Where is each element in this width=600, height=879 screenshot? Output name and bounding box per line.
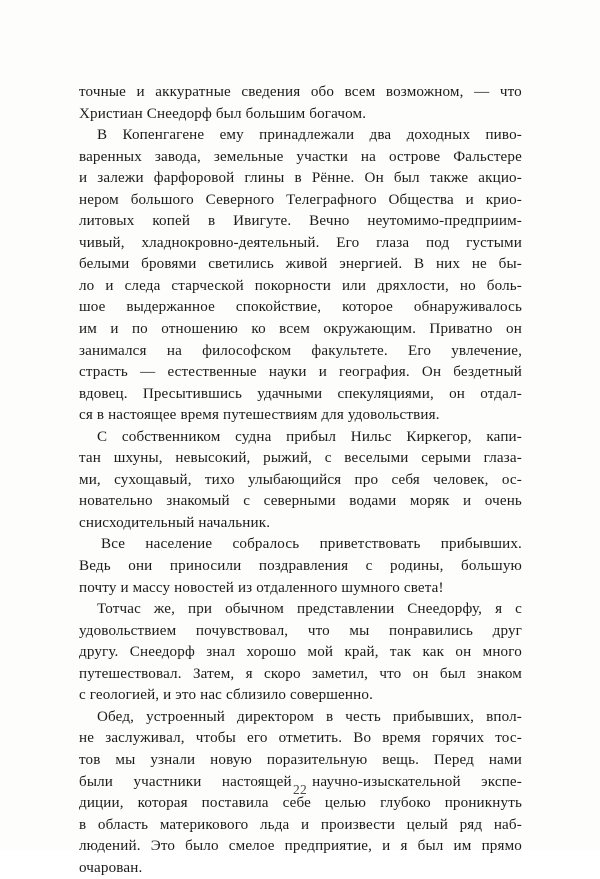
text-line: ся в настоящее время путешествиям для удовольствия. (79, 407, 440, 424)
text-line: очарован. (79, 859, 143, 876)
text-line: людений. Это было смелое предприятие, и я был им прямо (79, 838, 522, 855)
text-line: и залежи фарфоровой глины в Рённе. Он был также акцио- (79, 170, 522, 187)
page-number: 22 (292, 782, 308, 797)
text-line: занимался на философском факультете. Его увлечение, (79, 342, 522, 359)
text-line: другу. Снеедорф знал хорошо мой край, так как он много (79, 644, 522, 661)
text-line: варенных завода, земельные участки на острове Фальстере (79, 148, 522, 165)
text-line: белыми бровями светились живой энергией. В них не бы- (79, 256, 522, 273)
paragraph (79, 427, 522, 535)
text-line: путешествовал. Затем, я скоро заметил, что он был знаком (79, 665, 522, 682)
paragraph (79, 599, 522, 707)
text-line: ми, сухощавый, тихо улыбающийся про себя человек, ос- (79, 471, 522, 488)
text-line: Обед, устроенный директором в честь прибывших, впол- (97, 708, 522, 725)
text-line: им и по отношению ко всем окружающим. Приватно он (79, 321, 522, 338)
text-line: диции, которая поставила себе целью глубоко проникнуть (79, 795, 522, 812)
text-line: В Копенгагене ему принадлежали два доходных пиво- (97, 127, 522, 144)
text-line: тан шхуны, невысокий, рыжий, с веселыми серыми глаза- (79, 450, 522, 467)
text-line: точные и аккуратные сведения обо всем возможном, — что (79, 84, 522, 100)
text-line: чивый, хладнокровно-деятельный. Его глаза под густыми (79, 234, 522, 251)
text-line: Все население собралось приветствовать прибывших. (101, 536, 522, 553)
text-line: ло и следа старческой покорности или дряхлости, но боль- (79, 277, 522, 294)
text-line: в область материкового льда и произвести целый ряд наб- (79, 816, 522, 833)
text-line: Тотчас же, при обычном представлении Снеедорфу, я с (97, 601, 522, 618)
text-line: нером большого Северного Телеграфного Общества и крио- (79, 191, 522, 208)
text-line: страсть — естественные науки и география. Он бездетный (79, 364, 522, 381)
text-line: литовых копей в Ивигуте. Вечно неутомимо-предприим- (79, 213, 522, 230)
text-line: не заслуживал, чтобы его отметить. Во время горячих тос- (79, 730, 522, 747)
text-line: почту и массу новостей из отдаленного шумного света! (79, 579, 444, 596)
text-line: снисходительный начальник. (79, 514, 271, 531)
text-line: тов мы узнали новую поразительную вещь. Перед нами (79, 751, 522, 768)
text-line: С собственником судна прибыл Нильс Киркегор, капи- (97, 428, 522, 445)
text-line: Ведь они приносили поздравления с родины, большую (79, 558, 522, 575)
paragraph (79, 125, 522, 427)
text-line: удовольствием почувствовал, что мы понравились друг (79, 622, 522, 639)
text-line: были участники настоящей научно-изыскательной экспе- (79, 773, 522, 790)
paragraph (79, 534, 522, 599)
paragraph (79, 82, 522, 125)
text-line: шое выдержанное спокойствие, которое обнаруживалось (79, 299, 522, 316)
text-line: Христиан Снеедорф был большим богачом. (79, 105, 367, 122)
page-text-column (79, 82, 522, 879)
text-line: новательно знакомый с северными водами моряк и очень (79, 493, 522, 510)
text-line: вдовец. Пресытившись удачными спекуляциями, он отдал- (79, 385, 522, 402)
text-line: с геологией, и это нас сблизило совершенно. (79, 687, 373, 704)
